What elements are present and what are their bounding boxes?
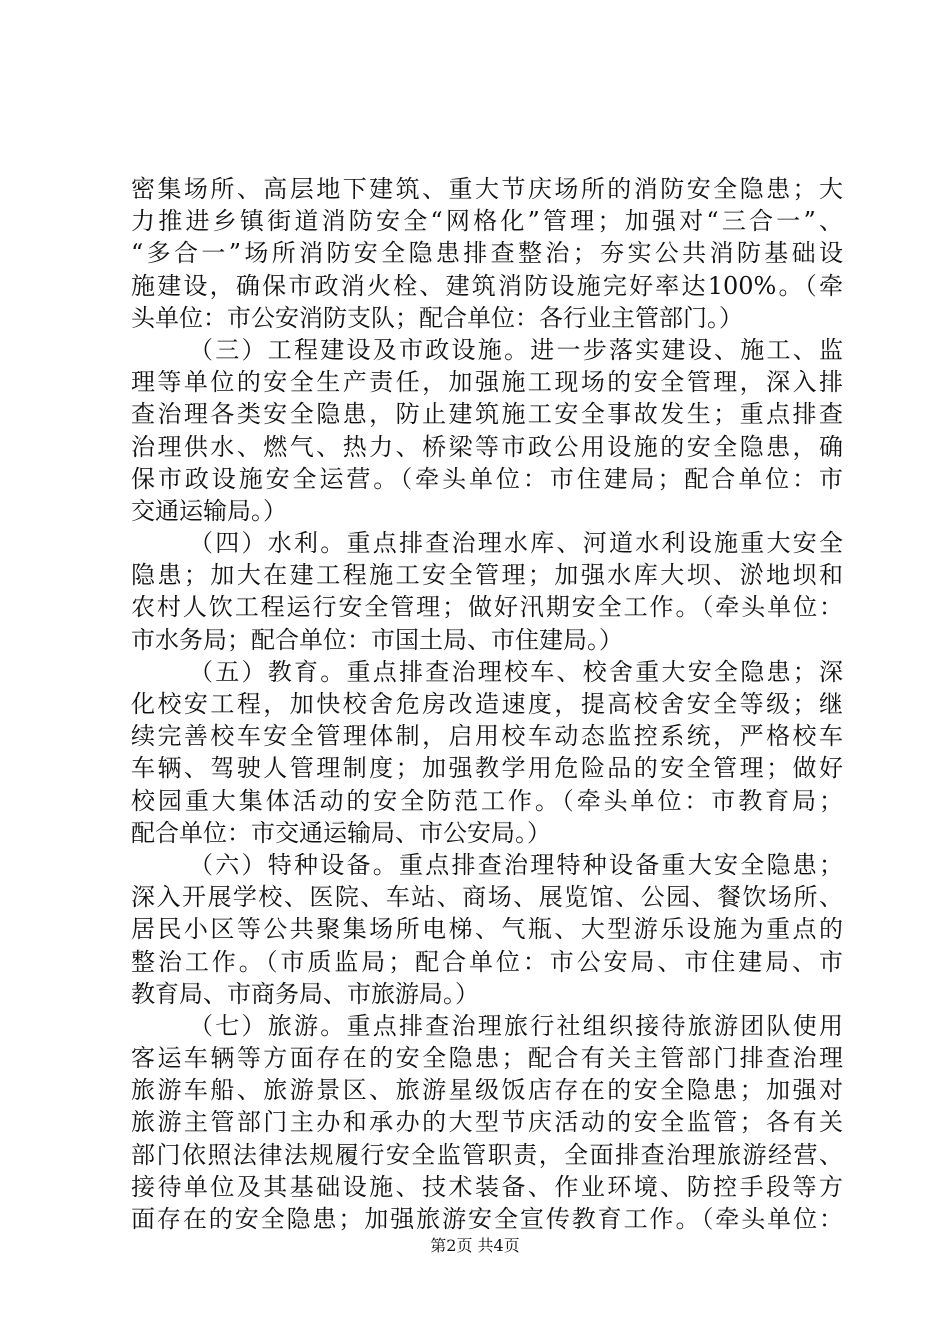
document-line: 面存在的安全隐患；加强旅游安全宣传教育工作。（牵头单位： bbox=[131, 1205, 843, 1233]
document-line: （六）特种设备。重点排查治理特种设备重大安全隐患； bbox=[189, 850, 843, 879]
document-line: 施建设，确保市政消火栓、建筑消防设施完好率达100%。（牵 bbox=[131, 271, 843, 300]
document-line: 治理供水、燃气、热力、桥梁等市政公用设施的安全隐患，确 bbox=[131, 432, 843, 461]
page-footer: 第2页 共4页 bbox=[430, 1236, 520, 1255]
document-line: 深入开展学校、医院、车站、商场、展览馆、公园、餐饮场所、 bbox=[131, 883, 843, 912]
document-line: 整治工作。（市质监局；配合单位：市公安局、市住建局、市 bbox=[131, 947, 843, 976]
document-line: 车辆、驾驶人管理制度；加强教学用危险品的安全管理；做好 bbox=[131, 754, 843, 783]
document-line: 理等单位的安全生产责任，加强施工现场的安全管理，深入排 bbox=[131, 368, 843, 397]
document-line: 接待单位及其基础设施、技术装备、作业环境、防控手段等方 bbox=[131, 1172, 843, 1201]
document-line: 隐患；加大在建工程施工安全管理；加强水库大坝、淤地坝和 bbox=[131, 561, 843, 590]
document-line: 密集场所、高层地下建筑、重大节庆场所的消防安全隐患；大 bbox=[131, 175, 843, 203]
document-line: 教育局、市商务局、市旅游局。） bbox=[131, 979, 479, 1008]
document-line: 农村人饮工程运行安全管理；做好汛期安全工作。（牵头单位： bbox=[131, 593, 843, 622]
document-line: “多合一”场所消防安全隐患排查整治；夯实公共消防基础设 bbox=[131, 239, 843, 268]
document-line: 查治理各类安全隐患，防止建筑施工安全事故发生；重点排查 bbox=[131, 400, 843, 429]
document-line: 旅游主管部门主办和承办的大型节庆活动的安全监管；各有关 bbox=[131, 1108, 843, 1137]
document-line: 旅游车船、旅游景区、旅游星级饭店存在的安全隐患；加强对 bbox=[131, 1076, 843, 1105]
document-line: 力推进乡镇街道消防安全“网格化”管理；加强对“三合一”、 bbox=[131, 207, 843, 236]
document-body bbox=[131, 173, 843, 1235]
document-line: 居民小区等公共聚集场所电梯、气瓶、大型游乐设施为重点的 bbox=[131, 915, 843, 944]
document-line: 化校安工程，加快校舍危房改造速度，提高校舍安全等级；继 bbox=[131, 690, 843, 718]
document-line: （四）水利。重点排查治理水库、河道水利设施重大安全 bbox=[189, 529, 843, 558]
document-line: 配合单位：市交通运输局、市公安局。） bbox=[131, 818, 551, 847]
document-line: （五）教育。重点排查治理校车、校舍重大安全隐患；深 bbox=[189, 657, 843, 686]
document-line: （三）工程建设及市政设施。进一步落实建设、施工、监 bbox=[189, 335, 843, 364]
document-line: 交通运输局。） bbox=[131, 496, 287, 525]
document-line: 部门依照法律法规履行安全监管职责，全面排查治理旅游经营、 bbox=[131, 1140, 843, 1169]
document-line: 市水务局；配合单位：市国土局、市住建局。） bbox=[131, 625, 623, 654]
document-line: 头单位：市公安消防支队；配合单位：各行业主管部门。） bbox=[131, 303, 743, 332]
document-line: （七）旅游。重点排查治理旅行社组织接待旅游团队使用 bbox=[189, 1011, 843, 1040]
document-line: 续完善校车安全管理体制，启用校车动态监控系统，严格校车 bbox=[131, 722, 843, 751]
document-line: 客运车辆等方面存在的安全隐患；配合有关主管部门排查治理 bbox=[131, 1044, 843, 1073]
document-line: 校园重大集体活动的安全防范工作。（牵头单位：市教育局； bbox=[131, 786, 843, 815]
document-line: 保市政设施安全运营。（牵头单位：市住建局；配合单位：市 bbox=[131, 464, 843, 493]
